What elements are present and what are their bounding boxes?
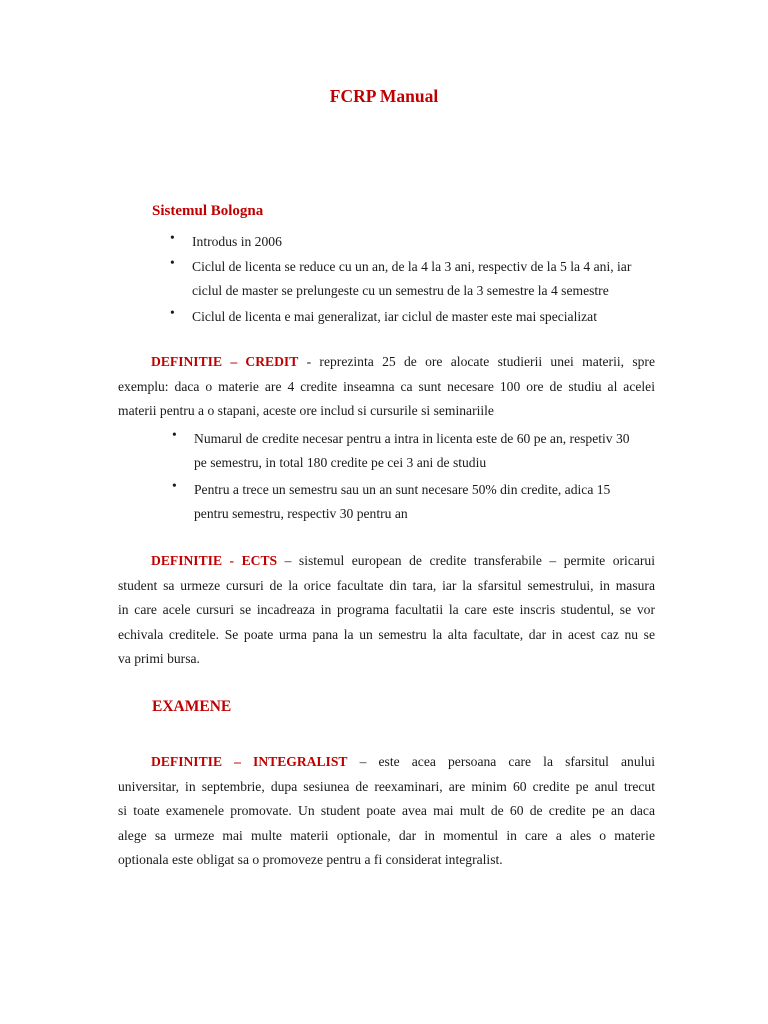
document-page: FCRP Manual Sistemul Bologna • Introdus in 2006 • Ciclul de licenta se reduce cu un an, de la 4 la 3 ani, respectiv de la 5 la 4 ani, iar ciclul de master se prelungeste cu un semestru de la 3 semestre la 4 semestre • Ciclul de licenta e mai generalizat, iar ciclul de master este mai specializat DEFINITIE – CREDIT - reprezinta 25 de ore alocate studierii unei materii, spre exemplu: daca o materie are 4 credite inseamna ca sunt necesare 100 ore de studiu al acelei materii pentru a o stapani, aceste ore includ si cursurile si seminariile • Numarul de credite necesar pentru a intra in licenta este de 60 pe an, respetiv 30 pe semestru, in total 180 credite pe cei 3 ani de studiu • Pentru a trece un semestru sau un an sunt necesare 50% din credite, adica 15 pentru semestru, respectiv 30 pentru an DEFINITIE - ECTS – sistemul european de credite transferabile – permite oricarui student sa urmeze cursuri de la orice facultate din tara, iar la sfarsitul semestrului, in masura in care acele cursuri se incadreaza in programa facultatii la care este inscris studentul, se vor echivala creditele. Se poate urma pana la un semestru la alta facultate, dar in acest caz nu se va primi bursa. EXAMENE DEFINITIE – INTEGRALIST – este acea persoana care la sfarsitul anului universitar, in septembrie, dupa sesiunea de reexaminari, are minim 60 credite pe anul trecut si toate examenele promovate. Un student poate avea mai mult de 60 de credite pe an daca alege sa urmeze mai multe materii optionale, dar in momentul in care a ales o materie optionala este obligat sa o promoveze pentru a fi considerat integralist. bbox=[0, 0, 768, 1024]
bullet-icon: • bbox=[172, 427, 177, 442]
section-heading-examene: EXAMENE bbox=[152, 698, 232, 715]
bullet-icon: • bbox=[172, 478, 177, 493]
document-title: FCRP Manual bbox=[329, 86, 439, 106]
section-heading-bologna: Sistemul Bologna bbox=[152, 203, 264, 219]
bullet-icon: • bbox=[170, 305, 175, 320]
bullet-icon: • bbox=[170, 230, 175, 245]
definition-term: DEFINITIE – CREDIT bbox=[151, 354, 299, 369]
bullet-icon: • bbox=[170, 255, 175, 270]
paragraph-credit: DEFINITIE – CREDIT - reprezinta 25 de ore alocate studierii unei materii, spre exemplu: daca o materie are 4 credite inseamna ca sunt necesare 100 ore de studiu al acelei materii pentru a o stapani, aceste ore includ si cursurile si seminariile bbox=[118, 354, 655, 419]
paragraph-ects: DEFINITIE - ECTS – sistemul european de credite transferabile – permite oricarui student sa urmeze cursuri de la orice facultate din tara, iar la sfarsitul semestrului, in masura in care acele cursuri se incadreaza in programa facultatii la care este inscris studentul, se vor echivala creditele. Se poate urma pana la un semestru la alta facultate, dar in acest caz nu se va primi bursa. bbox=[118, 553, 656, 667]
paragraph-integralist: DEFINITIE – INTEGRALIST – este acea persoana care la sfarsitul anului universitar, in septembrie, dupa sesiunea de reexaminari, are minim 60 credite pe anul trecut si toate examenele promovate. Un student poate avea mai mult de 60 de credite pe an daca alege sa urmeze mai multe materii optionale, dar in momentul in care a ales o materie optionala este obligat sa o promoveze pentru a fi considerat integralist. bbox=[118, 754, 655, 868]
definition-term: DEFINITIE - ECTS bbox=[151, 553, 278, 568]
definition-term: DEFINITIE – INTEGRALIST bbox=[151, 754, 348, 769]
